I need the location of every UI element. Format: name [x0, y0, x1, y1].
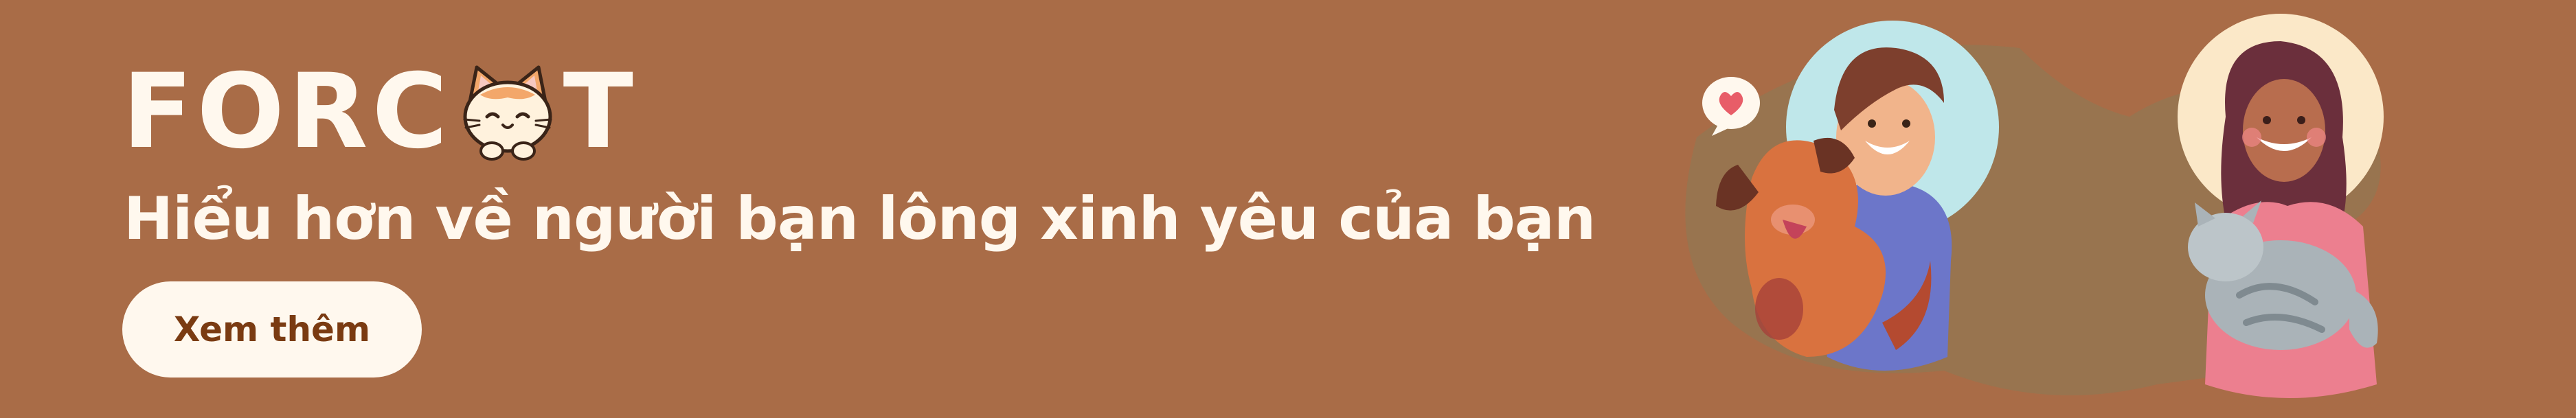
brand-name-part-1: FORC — [122, 52, 452, 172]
brand-name-part-2: T — [563, 52, 637, 172]
brand-logo — [122, 54, 637, 170]
pet-owners-illustration — [1635, 0, 2576, 418]
tagline: Hiểu hơn về người bạn lông xinh yêu của bạn — [124, 185, 1596, 253]
see-more-button[interactable]: Xem thêm — [122, 281, 422, 378]
cat-face-icon — [449, 54, 566, 170]
